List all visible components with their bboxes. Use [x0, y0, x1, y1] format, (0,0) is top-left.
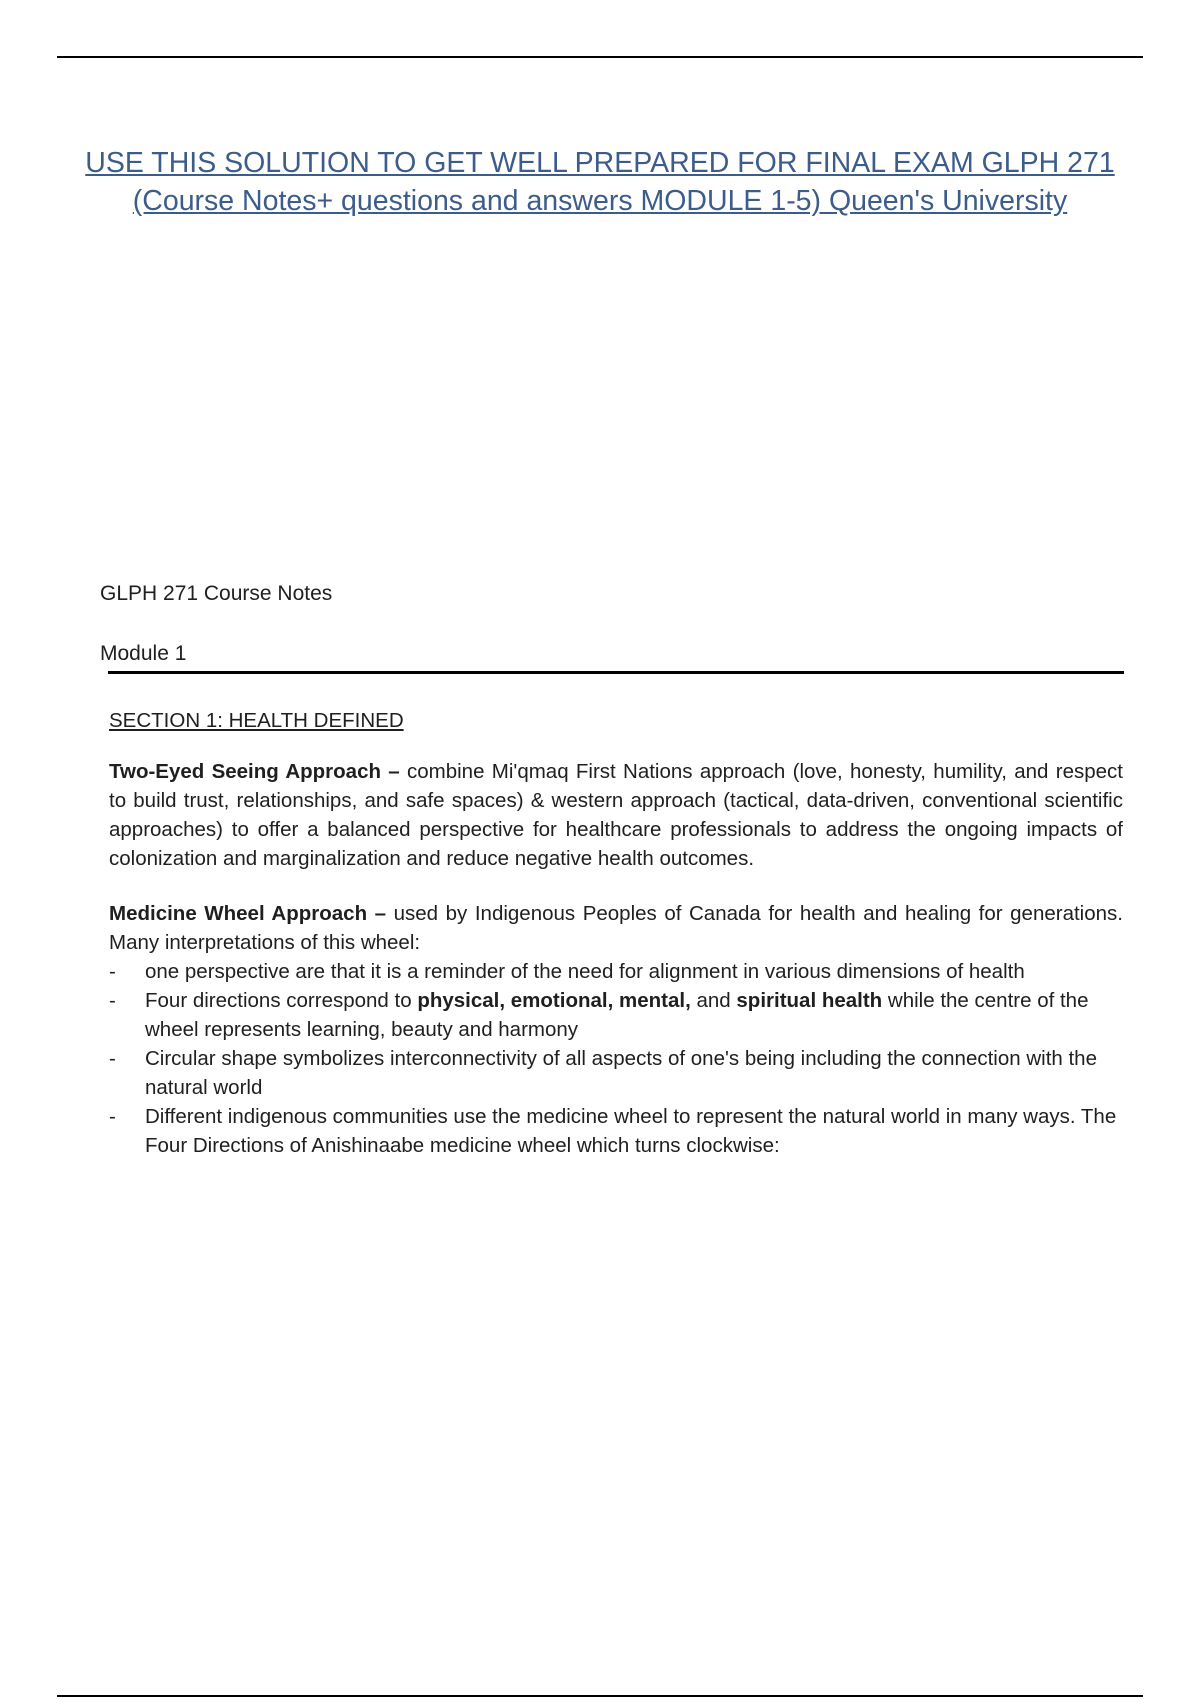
bullet-dash: - — [109, 1047, 116, 1070]
physical-health-term: physical, — [417, 989, 506, 1012]
mental-health-term: mental, — [619, 989, 691, 1012]
bullet-text: Circular shape symbolizes interconnectivity of all aspects of one's being including the connection with the natural world — [145, 1047, 1097, 1099]
bullet-text: one perspective are that it is a reminder of the need for alignment in various dimensions of health — [145, 960, 1025, 983]
bullet-text-pre: Four directions correspond to — [145, 989, 418, 1012]
module-label: Module 1 — [100, 642, 187, 665]
list-item — [109, 986, 1123, 1044]
two-eyed-seeing-definition: combine Mi'qmaq First Nations approach (love, honesty, humility, and respect to build trust, relationships, and safe spaces) & western approach (tactical, data-driven, conventional scientific approaches) to offer a balanced perspective for healthcare professionals to address the ongoing impacts of colonization and marginalization and reduce negative health outcomes. — [109, 760, 1123, 870]
bullet-text: Different indigenous communities use the medicine wheel to represent the natural world in many ways. The Four Directions of Anishinaabe medicine wheel which turns clockwise: — [145, 1105, 1117, 1157]
course-notes-heading: GLPH 271 Course Notes — [100, 582, 333, 605]
bullet-text-post: while the centre of the wheel represents learning, beauty and harmony — [145, 989, 1089, 1041]
bottom-divider — [57, 1695, 1143, 1697]
bullet-dash: - — [109, 989, 116, 1012]
spiritual-health-term: spiritual health — [736, 989, 883, 1012]
section-heading: SECTION 1: HEALTH DEFINED — [109, 709, 404, 732]
bullet-dash: - — [109, 960, 116, 983]
top-divider — [57, 56, 1143, 58]
bullet-text-and: and — [696, 989, 731, 1012]
emotional-health-term: emotional, — [510, 989, 614, 1012]
module-divider — [108, 671, 1124, 674]
bullet-dash: - — [109, 1105, 116, 1128]
module-content — [109, 706, 1123, 1160]
medicine-wheel-term: Medicine Wheel Approach – — [109, 902, 387, 925]
medicine-wheel-definition: used by Indigenous Peoples of Canada for health and healing for generations. Many interpretations of this wheel: — [109, 902, 1123, 954]
two-eyed-seeing-term: Two-Eyed Seeing Approach – — [109, 760, 400, 783]
list-item — [109, 1044, 1123, 1102]
exam-solution-title-link[interactable] — [80, 144, 1120, 220]
medicine-wheel-bullet-list — [109, 957, 1123, 1160]
medicine-wheel-paragraph — [109, 899, 1123, 957]
title-line-2: (Course Notes+ questions and answers MODULE 1-5) Queen's University — [132, 185, 1068, 217]
title-line-1: USE THIS SOLUTION TO GET WELL PREPARED FOR FINAL EXAM GLPH 271 — [85, 147, 1115, 179]
two-eyed-seeing-paragraph — [109, 757, 1123, 873]
list-item — [109, 1102, 1123, 1160]
list-item — [109, 957, 1123, 986]
